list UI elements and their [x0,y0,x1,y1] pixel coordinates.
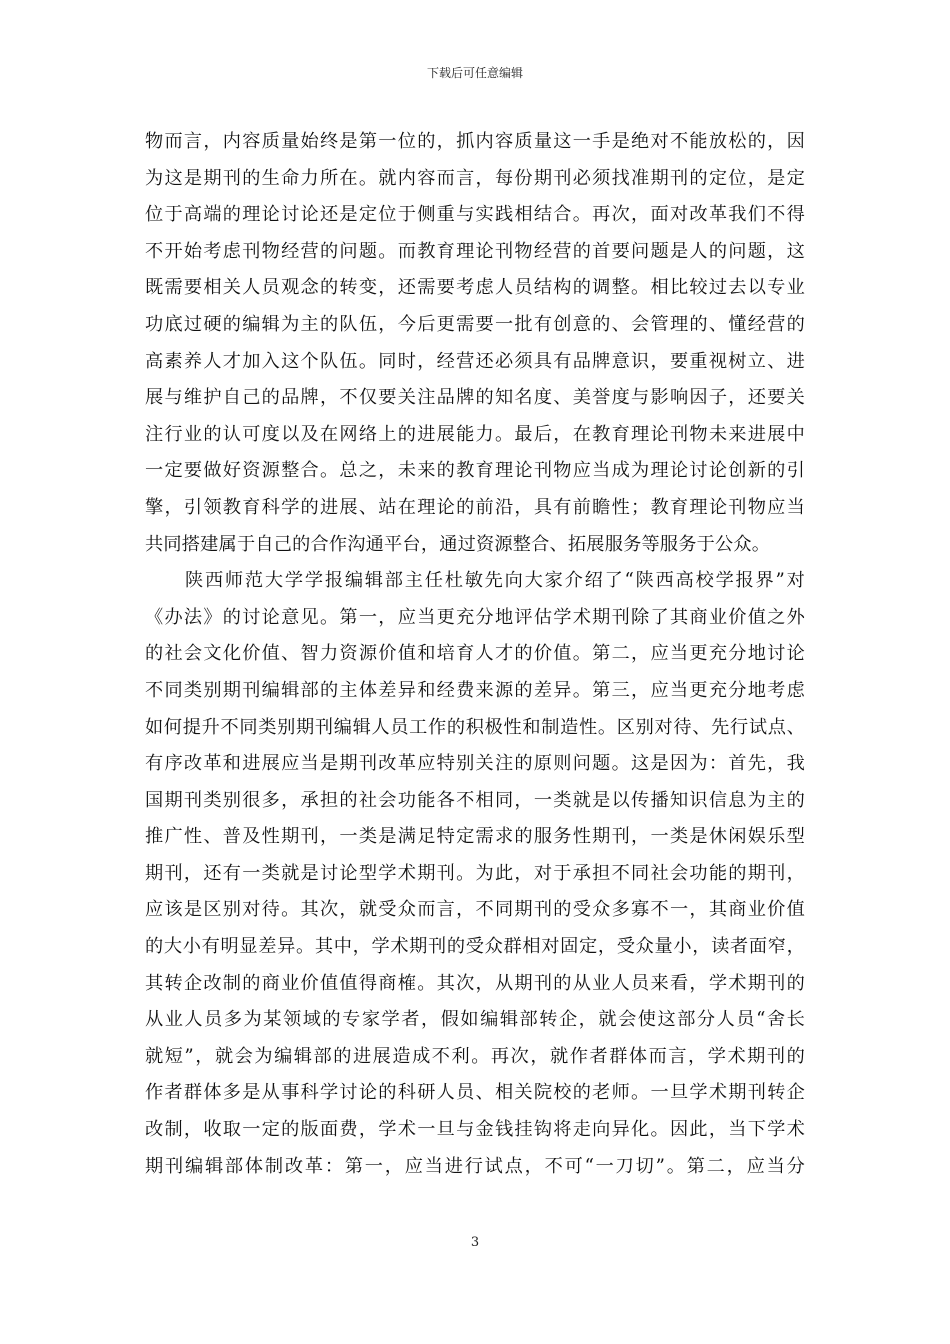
text-line: 有序改革和进展应当是期刊改革应特别关注的原则问题。这是因为：首先，我 [145,753,805,775]
text-line: 陕西师范大学学报编辑部主任杜敏先向大家介绍了“陕西高校学报界”对 [145,570,805,592]
text-line: 注行业的认可度以及在网络上的进展能力。最后，在教育理论刊物未来进展中 [145,423,805,445]
text-line: 既需要相关人员观念的转变，还需要考虑人员结构的调整。相比较过去以专业 [145,277,805,299]
text-line: 《办法》的讨论意见。第一，应当更充分地评估学术期刊除了其商业价值之外 [145,606,805,628]
text-line: 功底过硬的编辑为主的队伍，今后更需要一批有创意的、会管理的、懂经营的 [145,313,805,335]
text-line: 作者群体多是从事科学讨论的科研人员、相关院校的老师。一旦学术期刊转企 [145,1082,805,1104]
text-line: 期刊，还有一类就是讨论型学术期刊。为此，对于承担不同社会功能的期刊， [145,862,805,884]
page-header: 下载后可任意编辑 [426,66,523,80]
paragraph-2 [145,563,805,1185]
text-line: 高素养人才加入这个队伍。同时，经营还必须具有品牌意识，要重视树立、进 [145,350,805,372]
text-line: 擎，引领教育科学的进展、站在理论的前沿，具有前瞻性；教育理论刊物应当 [145,496,805,518]
text-line: 的社会文化价值、智力资源价值和培育人才的价值。第二，应当更充分地讨论 [145,643,805,665]
text-line: 如何提升不同类别期刊编辑人员工作的积极性和制造性。区别对待、先行试点、 [145,716,805,738]
text-line: 期刊编辑部体制改革：第一，应当进行试点，不可“一刀切”。第二，应当分 [145,1155,805,1177]
text-line: 就短”，就会为编辑部的进展造成不利。再次，就作者群体而言，学术期刊的 [145,1045,805,1067]
paragraph-1 [145,124,805,563]
page-number: 3 [470,1235,480,1250]
text-line: 其转企改制的商业价值值得商榷。其次，从期刊的从业人员来看，学术期刊的 [145,972,805,994]
text-line: 为这是期刊的生命力所在。就内容而言，每份期刊必须找准期刊的定位，是定 [145,167,805,189]
text-line: 改制，收取一定的版面费，学术一旦与金钱挂钩将走向异化。因此，当下学术 [145,1119,805,1141]
text-line: 不同类别期刊编辑部的主体差异和经费来源的差异。第三，应当更充分地考虑 [145,679,805,701]
document-body [145,124,805,1185]
text-line: 一定要做好资源整合。总之，未来的教育理论刊物应当成为理论讨论创新的引 [145,460,805,482]
text-line: 不开始考虑刊物经营的问题。而教育理论刊物经营的首要问题是人的问题，这 [145,240,805,262]
text-line: 国期刊类别很多，承担的社会功能各不相同，一类就是以传播知识信息为主的 [145,789,805,811]
text-line: 位于高端的理论讨论还是定位于侧重与实践相结合。再次，面对改革我们不得 [145,204,805,226]
text-line: 从业人员多为某领域的专家学者，假如编辑部转企，就会使这部分人员“舍长 [145,1009,805,1031]
text-line: 物而言，内容质量始终是第一位的，抓内容质量这一手是绝对不能放松的，因 [145,131,805,152]
text-line: 展与维护自己的品牌，不仅要关注品牌的知名度、美誉度与影响因子，还要关 [145,387,805,409]
text-line: 的大小有明显差异。其中，学术期刊的受众群相对固定，受众量小，读者面窄， [145,936,805,958]
text-line: 共同搭建属于自己的合作沟通平台，通过资源整合、拓展服务等服务于公众。 [145,533,771,555]
text-line: 应该是区别对待。其次，就受众而言，不同期刊的受众多寡不一，其商业价值 [145,899,805,921]
text-line: 推广性、普及性期刊，一类是满足特定需求的服务性期刊，一类是休闲娱乐型 [145,826,805,848]
